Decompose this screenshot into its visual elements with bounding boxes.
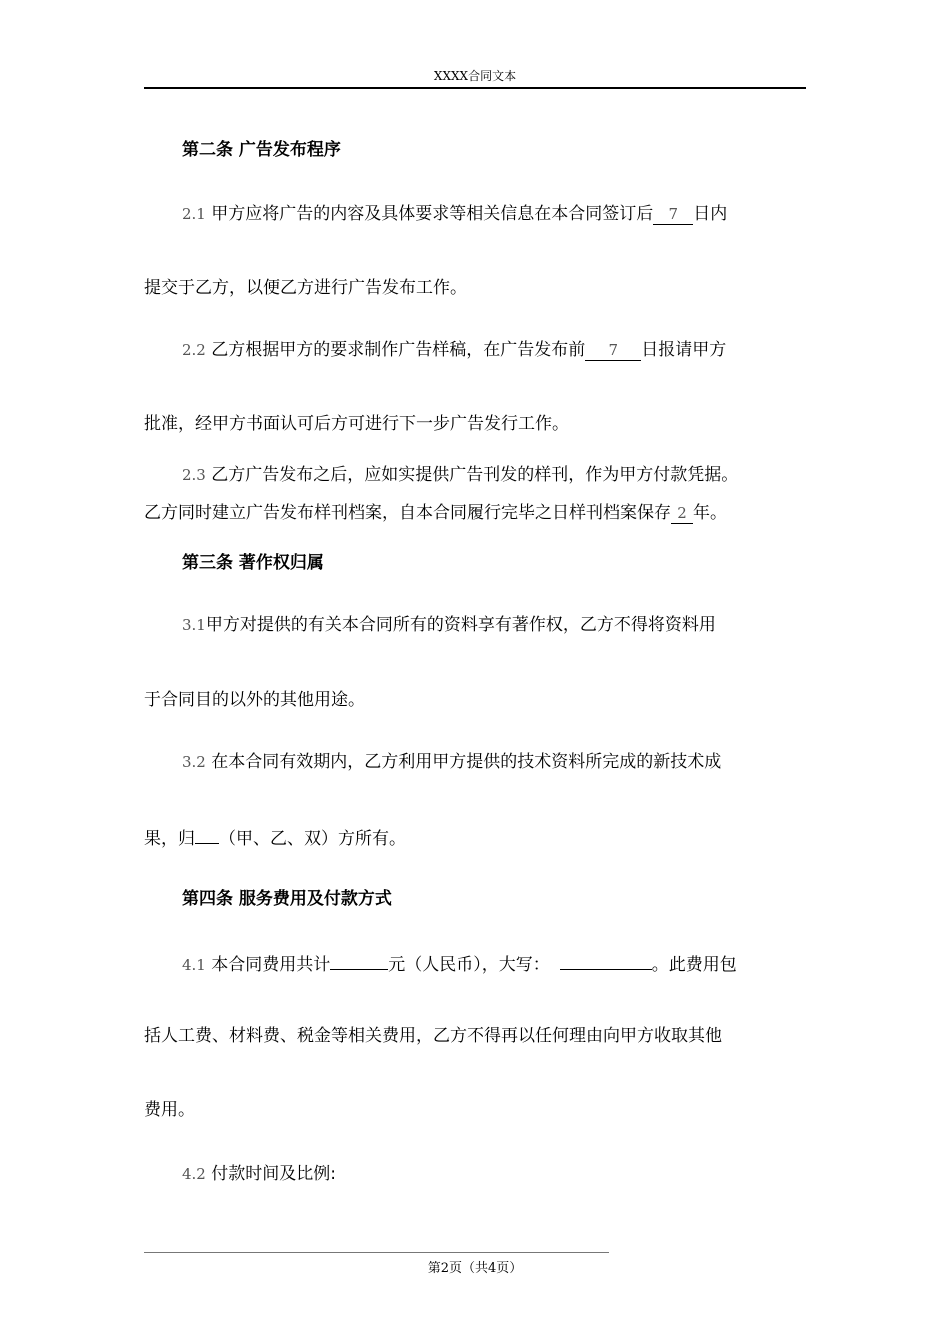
clause-2-3-cont [144,501,824,525]
clause-2-1 [182,202,862,226]
clause-3-2-cont [144,824,824,851]
clause-number: 2.3 [182,466,206,484]
clause-number: 4.1 [182,956,206,974]
clause-text: 乙方广告发布之后，应如实提供广告刊发的样刊，作为甲方付款凭据。 [205,465,739,485]
clause-number: 2.1 [182,205,206,223]
clause-text: 付款时间及比例: [205,1164,336,1184]
footer-divider [144,1252,609,1253]
page-number: 第2页（共4页） [427,1261,523,1276]
clause-2-3 [182,463,862,487]
clause-text: 果，归 [144,829,195,849]
fill-blank [195,824,219,844]
fill-blank [560,950,652,970]
clause-text: 元（人民币），大写： [388,955,550,975]
clause-text: 甲方应将广告的内容及具体要求等相关信息在本合同签订后 [205,204,654,224]
clause-number: 3.2 [182,753,206,771]
clause-4-1-cont: 括人工费、材料费、税金等相关费用，乙方不得再以任何理由向甲方收取其他 [144,1026,722,1046]
article-2-heading: 第二条 广告发布程序 [182,140,341,160]
clause-text: 本合同费用共计 [205,955,331,975]
header-divider [144,87,806,89]
page-header: XXXX合同文本 [433,69,517,83]
clause-3-1-cont: 于合同目的以外的其他用途。 [144,690,365,710]
article-3-heading: 第三条 著作权归属 [182,553,324,573]
clause-text: （甲、乙、双）方所有。 [219,829,406,849]
clause-text: 日内 [693,204,728,224]
clause-2-2 [182,338,862,362]
clause-text: 年。 [693,503,727,523]
clause-text: 乙方同时建立广告发布样刊档案，自本合同履行完毕之日样刊档案保存 [144,503,671,523]
clause-text: 乙方根据甲方的要求制作广告样稿，在广告发布前 [205,340,586,360]
clause-number: 4.2 [182,1165,206,1183]
clause-2-1-cont: 提交于乙方，以便乙方进行广告发布工作。 [144,278,467,298]
clause-number: 2.2 [182,341,206,359]
clause-text: 在本合同有效期内，乙方利用甲方提供的技术资料所完成的新技术成 [205,752,722,772]
clause-number: 3.1 [182,616,206,634]
fill-blank [330,950,388,970]
clause-3-1 [182,613,862,637]
clause-4-1 [182,950,862,977]
clause-2-2-cont: 批准，经甲方书面认可后方可进行下一步广告发行工作。 [144,414,569,434]
fill-blank: 7 [585,341,641,361]
article-4-heading: 第四条 服务费用及付款方式 [182,889,392,909]
clause-4-2 [182,1162,862,1186]
clause-text: 甲方对提供的有关本合同所有的资料享有著作权，乙方不得将资料用 [205,615,716,635]
clause-3-2 [182,750,862,774]
fill-blank: 7 [653,205,693,225]
clause-4-1-cont2: 费用。 [144,1100,195,1120]
clause-text: 日报请甲方 [641,340,727,360]
clause-text: 。此费用包 [651,955,737,975]
fill-blank: 2 [671,504,693,524]
